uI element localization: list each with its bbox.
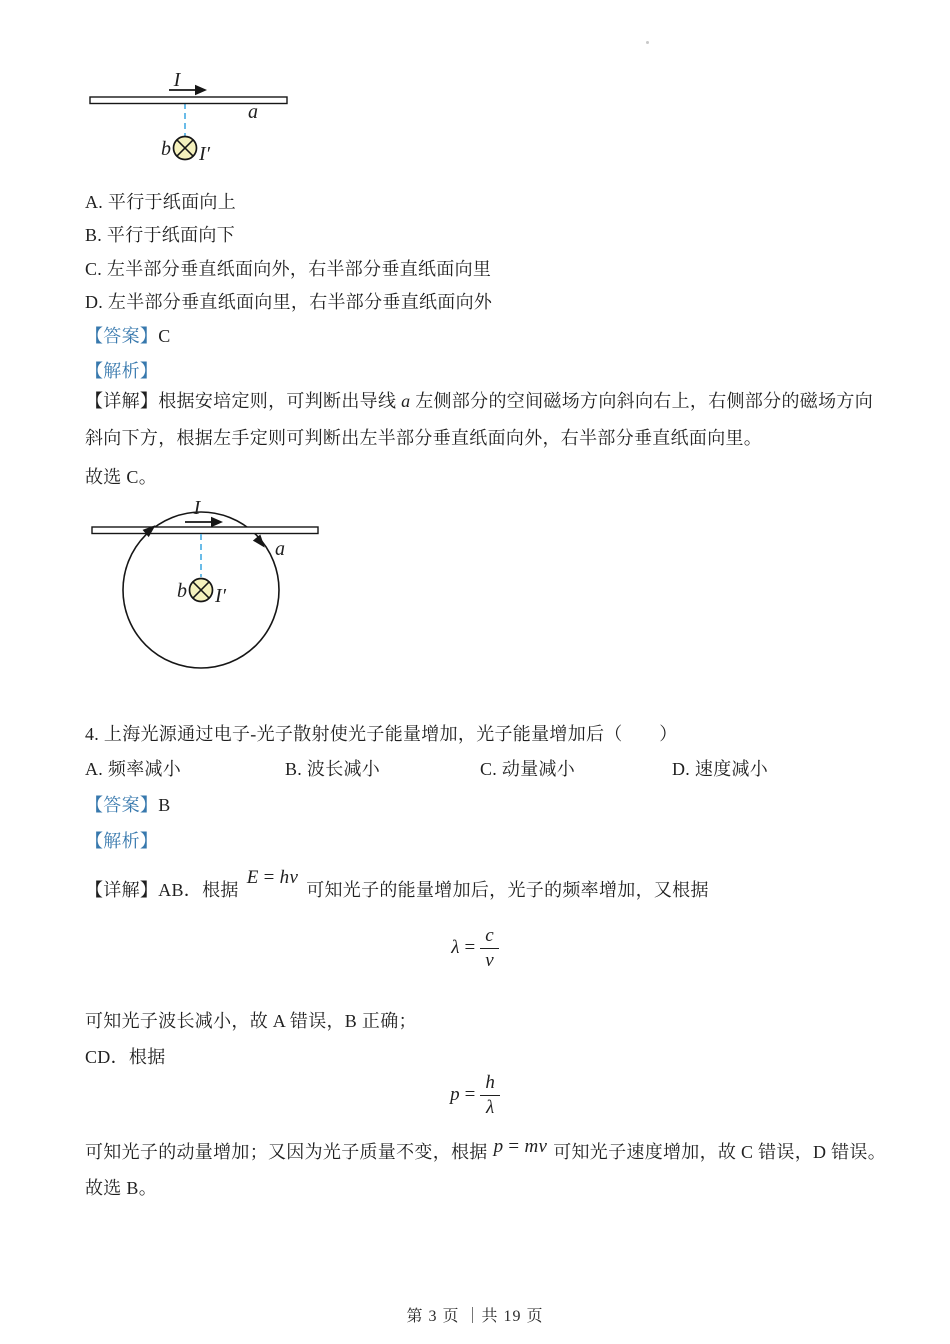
q3-detail-paragraph (85, 383, 873, 457)
ab-suffix: 可知光子的能量增加后，光子的频率增加，又根据 (306, 880, 709, 900)
formula-lhs: p (493, 1136, 504, 1157)
scan-artifact-dot (646, 41, 649, 44)
q3-option-b: B. 平行于纸面向下 (85, 225, 236, 245)
detail-label: 【详解】 (85, 391, 159, 411)
q4-option-c: C. 动量减小 (480, 759, 576, 779)
detail-label: 【详解】 (85, 880, 159, 900)
q3-option-d: D. 左半部分垂直纸面向里，右半部分垂直纸面向外 (85, 292, 493, 312)
q4-cd-result-line (85, 1138, 886, 1164)
analysis-label: 【解析】 (85, 361, 159, 381)
formula-p (450, 1072, 500, 1119)
formula-rhs: mv (524, 1136, 548, 1157)
formula-lhs: λ (451, 937, 460, 959)
fraction (480, 1072, 500, 1119)
current-into-page-icon (190, 579, 213, 602)
fraction-denominator: ν (485, 949, 494, 971)
q3-option-c: C. 左半部分垂直纸面向外，右半部分垂直纸面向里 (85, 259, 492, 279)
q4-answer-line (85, 791, 171, 817)
wire-label-a: a (275, 538, 285, 560)
q3-option-a: A. 平行于纸面向上 (85, 192, 236, 212)
q4-stem: 4. 上海光源通过电子-光子散射使光子能量增加，光子能量增加后（ ） (85, 724, 678, 744)
p-prefix: 可知光子的动量增加；又因为光子质量不变，根据 (85, 1142, 488, 1162)
wire-label-a: a (248, 101, 258, 123)
diagram-straight-wire (85, 70, 315, 166)
formula-p-mv (494, 1136, 548, 1158)
equals-sign: = (263, 867, 275, 888)
fraction-numerator: h (480, 1072, 500, 1096)
current-arrowhead-icon (195, 85, 207, 95)
q3-analysis-line (85, 357, 158, 383)
p-suffix: 可知光子速度增加，故 C 错误，D 错误。 (553, 1142, 887, 1162)
q4-options-row (85, 755, 885, 779)
point-label-b: b (177, 580, 187, 602)
q4-option-b: B. 波长减小 (285, 759, 381, 779)
answer-label: 【答案】 (85, 326, 159, 346)
induced-current-label: I′ (215, 585, 227, 607)
page-footer (0, 1303, 950, 1326)
formula-lambda (451, 925, 498, 972)
analysis-label: 【解析】 (85, 831, 159, 851)
formula-lhs: p (450, 1084, 460, 1106)
q4-option-d: D. 速度减小 (672, 759, 769, 779)
current-arrowhead-icon (211, 517, 223, 527)
formula-p-block (0, 1072, 950, 1119)
equals-sign: = (508, 1136, 520, 1157)
q3-answer-line (85, 322, 171, 348)
wire-bar (92, 527, 318, 534)
answer-value: C (158, 326, 171, 346)
q4-detail-ab-line (85, 867, 709, 902)
answer-label: 【答案】 (85, 795, 159, 815)
q3-conclusion: 故选 C。 (85, 467, 158, 487)
detail-text-1: 根据安培定则，可判断出导线 (158, 391, 402, 411)
point-label-b: b (161, 138, 171, 160)
current-label: I (173, 70, 181, 91)
formula-lhs: E (246, 867, 259, 888)
equals-sign: = (464, 937, 476, 959)
ab-prefix: AB．根据 (158, 880, 239, 900)
answer-value: B (158, 795, 171, 815)
detail-variable-a: a (401, 391, 411, 411)
detail-text-2: 左侧部分的空间磁场方向斜向右上，右侧部分的磁场方向斜向下方，根据左手定则可判断出左半部分垂直纸面向外，右半部分垂直纸面向里。 (85, 391, 873, 448)
equals-sign: = (464, 1084, 476, 1106)
formula-rhs: hν (279, 867, 299, 888)
q4-cd-prefix: CD．根据 (85, 1047, 166, 1067)
diagram-wire-with-field-circle (85, 497, 347, 682)
current-into-page-icon (174, 137, 197, 160)
q4-option-a: A. 频率减小 (85, 759, 182, 779)
induced-current-label: I′ (199, 143, 211, 165)
q4-conclusion: 故选 B。 (85, 1178, 158, 1198)
page-number: 第 3 页 ｜共 19 页 (406, 1308, 544, 1325)
q4-ab-result: 可知光子波长减小，故 A 错误，B 正确； (85, 1011, 417, 1031)
fraction-numerator: c (480, 925, 498, 949)
formula-e-hv (247, 867, 298, 889)
q4-analysis-line (85, 827, 158, 853)
formula-lambda-block (0, 925, 950, 972)
fraction (480, 925, 498, 972)
current-label: I (193, 497, 201, 519)
fraction-denominator: λ (485, 1096, 495, 1118)
